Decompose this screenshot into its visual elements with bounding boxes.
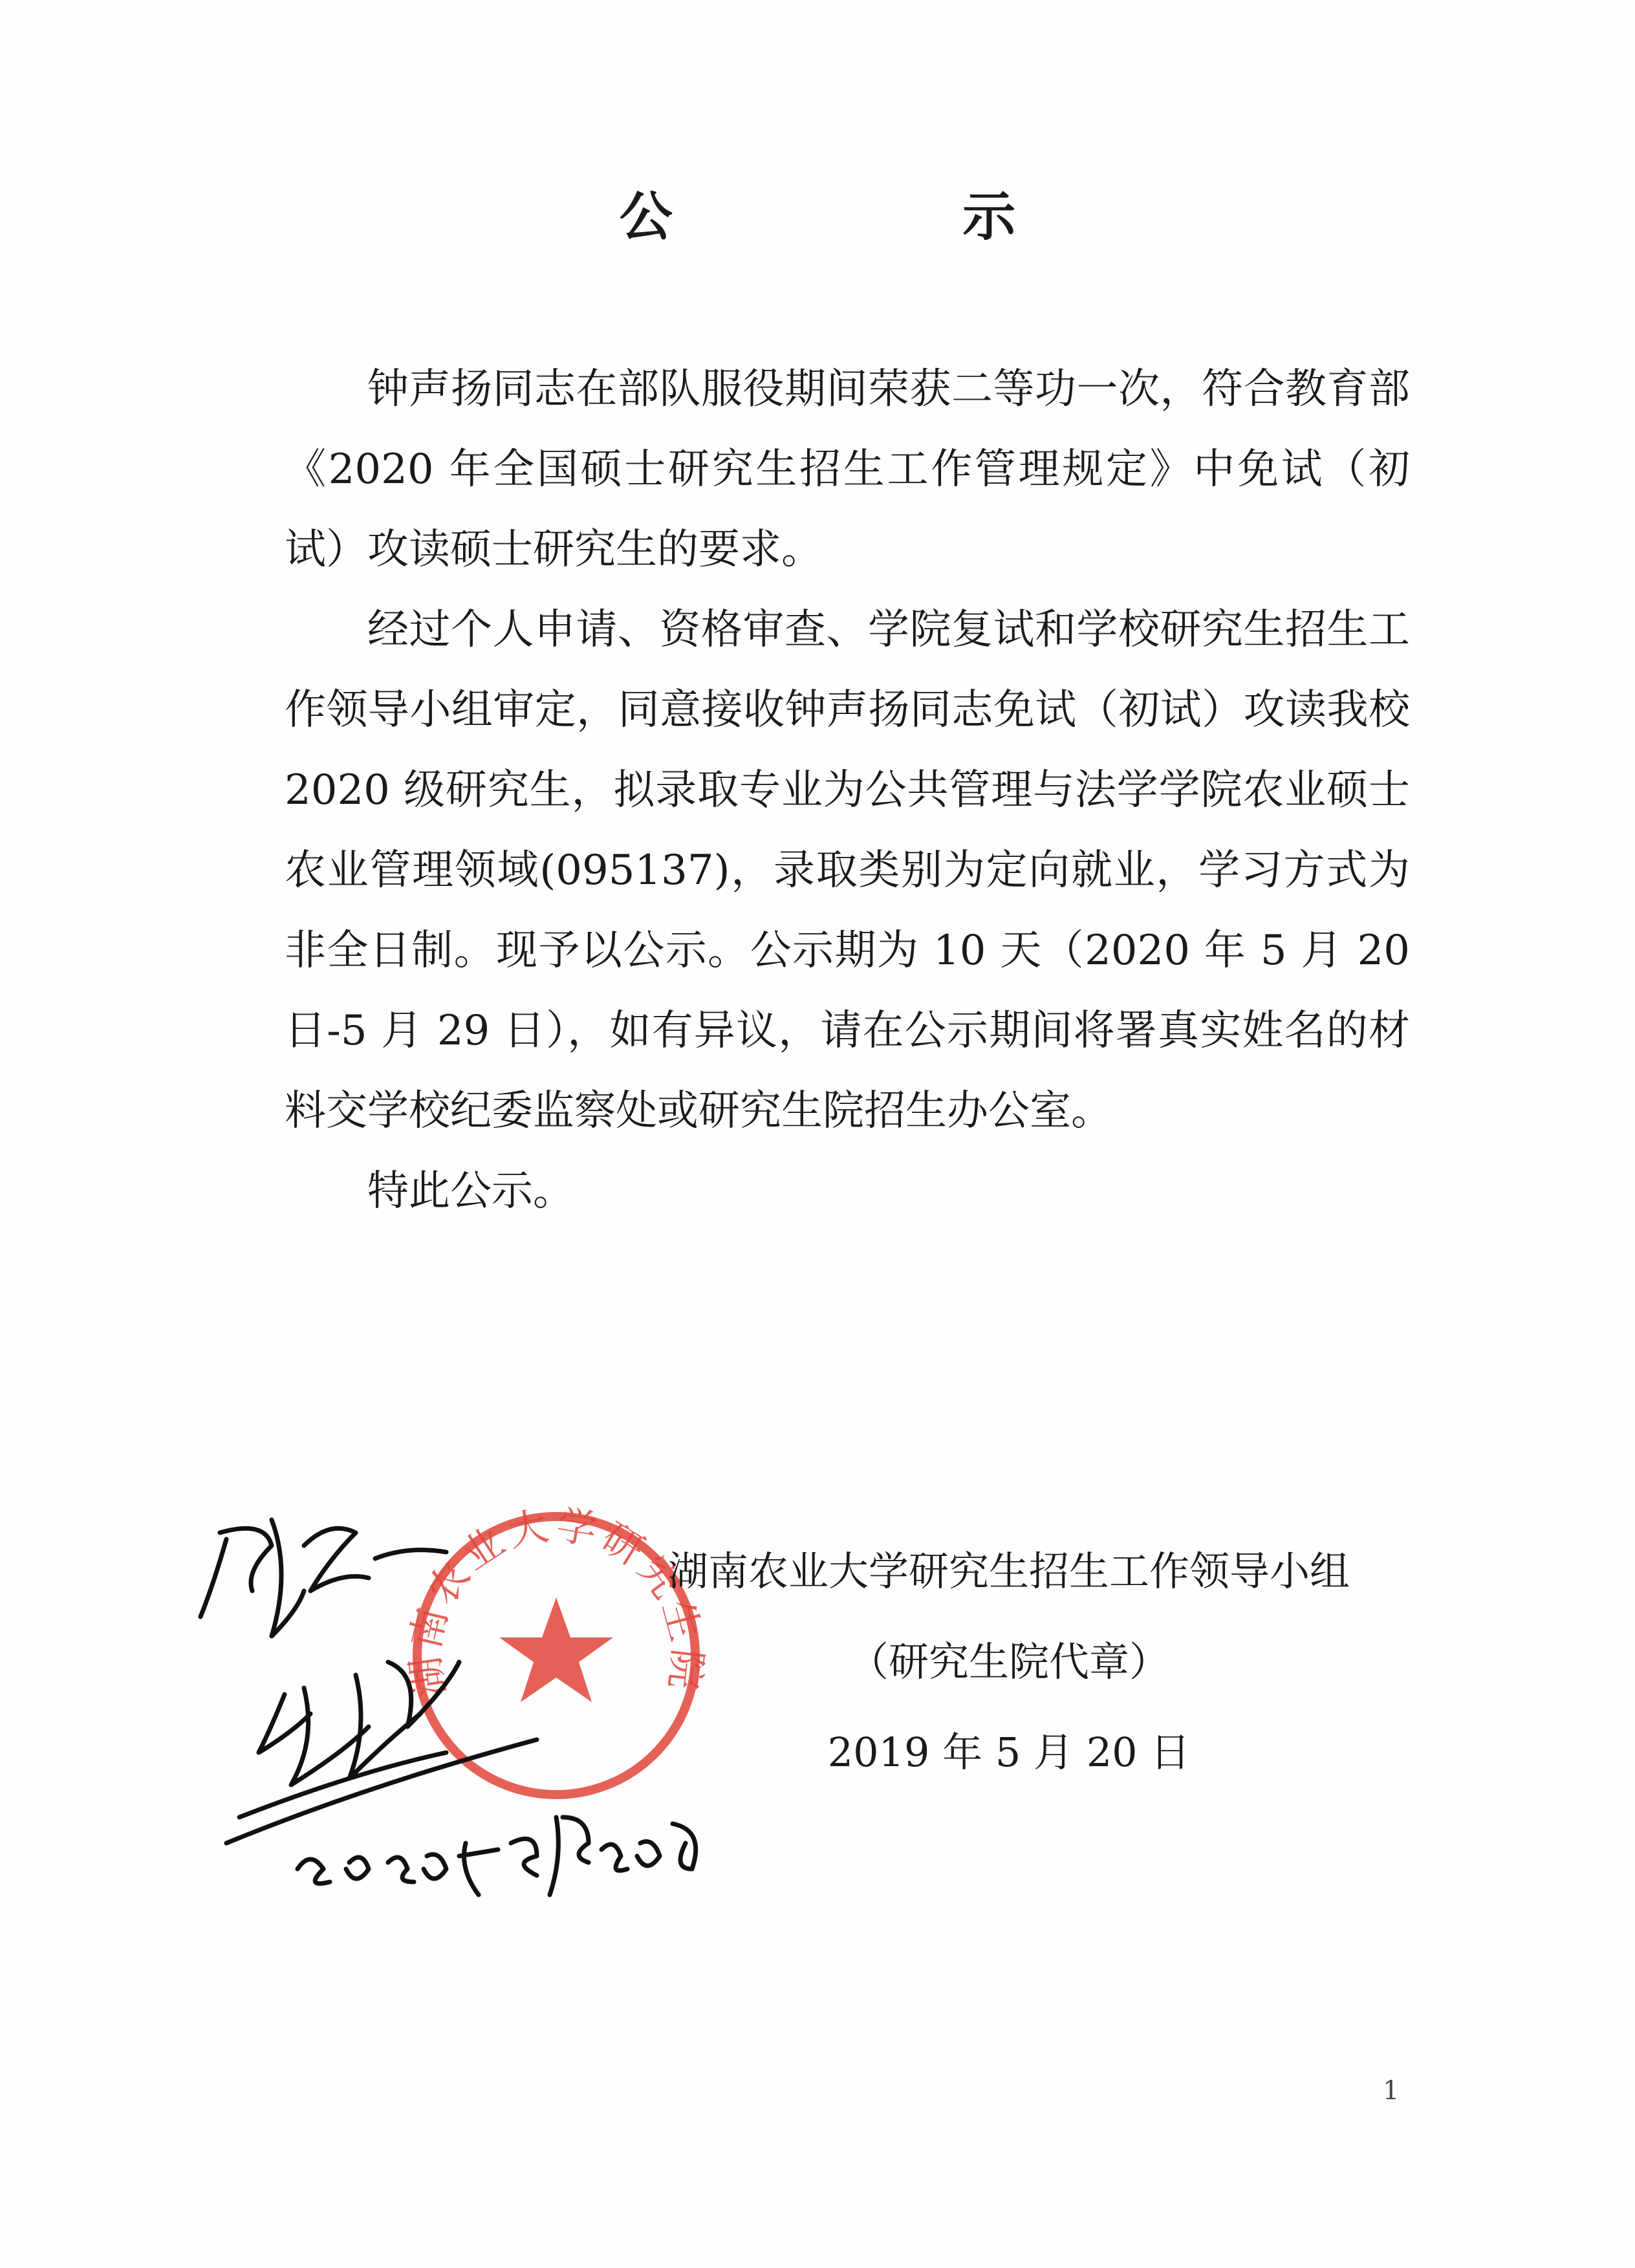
seal-note: （研究生院代章） [848, 1638, 1169, 1685]
document-body [285, 349, 1410, 1231]
page-number: 1 [1383, 2076, 1400, 2106]
signature-block [621, 1526, 1397, 1798]
issue-date: 2019 年 5 月 20 日 [827, 1729, 1191, 1776]
paragraph-2: 经过个人申请、资格审查、学院复试和学校研究生招生工作领导小组审定，同意接收钟声扬同志免试（初试）攻读我校 2020 级研究生，拟录取专业为公共管理与法学学院农业硕士农业管理领域(095137)，录取类别为定向就业，学习方式为非全日制。现予以公示。公示期为 10 天（2020 年 5 月 20 日-5 月 29 日），如有异议，请在公示期间将署真实姓名的材料交学校纪委监察处或研究生院招生办公室。 [285, 606, 1410, 1135]
seal-text: 湖南农业大学研究生院 [401, 1500, 711, 1701]
paragraph-3: 特此公示。 [367, 1167, 574, 1215]
document-title: 公 示 [619, 186, 1152, 248]
issuing-organization: 湖南农业大学研究生招生工作领导小组 [667, 1548, 1350, 1595]
paragraph-1: 钟声扬同志在部队服役期间荣获二等功一次，符合教育部《2020 年全国硕士研究生招生工作管理规定》中免试（初试）攻读硕士研究生的要求。 [285, 365, 1410, 574]
